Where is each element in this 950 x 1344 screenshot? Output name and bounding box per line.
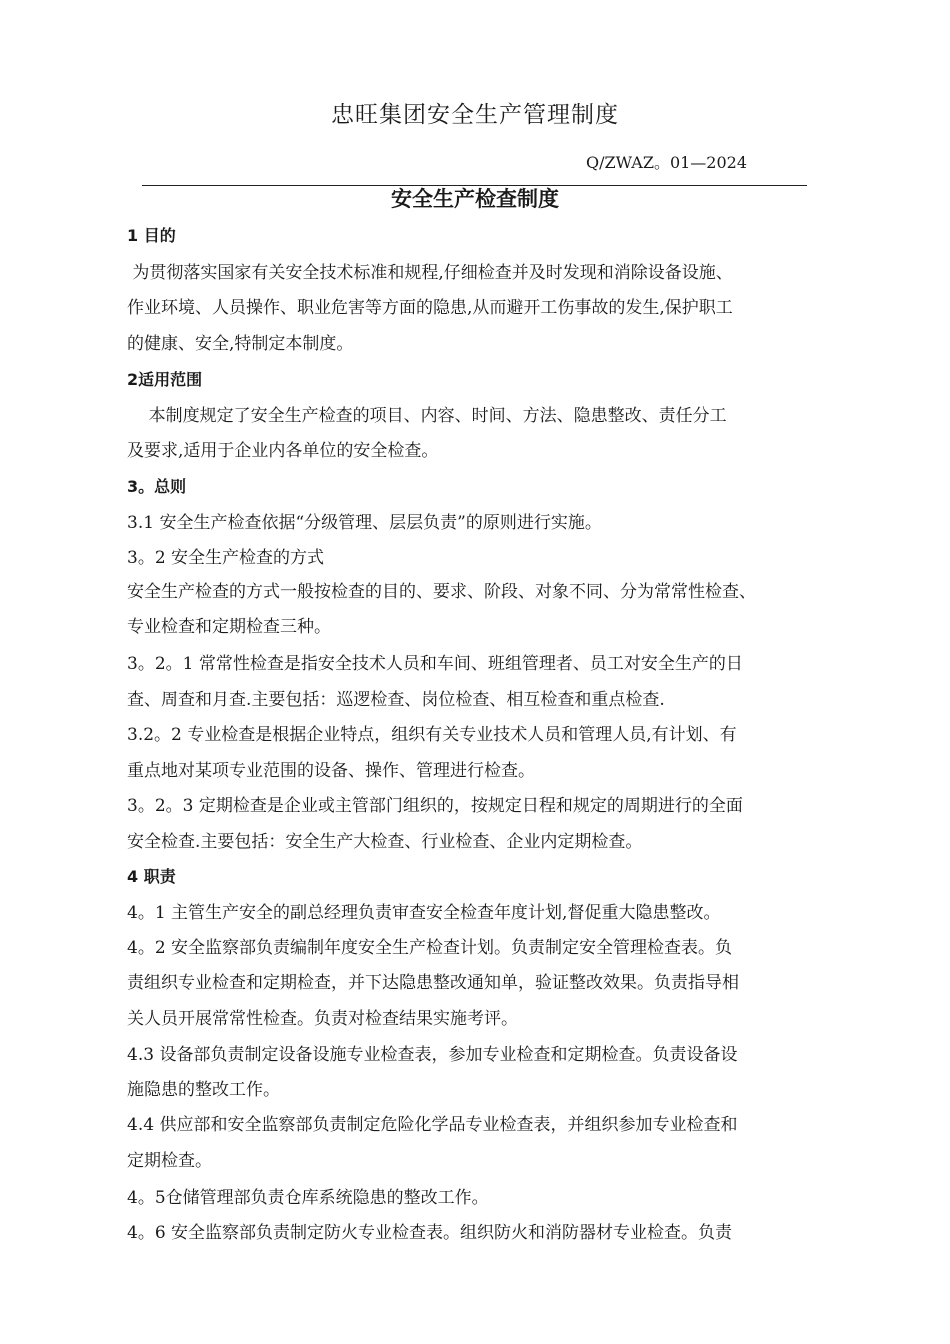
heading-general: 3。总则	[127, 477, 187, 496]
heading-duties: 4 职责	[127, 867, 176, 886]
body-line: 安全检查.主要包括：安全生产大检查、行业检查、企业内定期检查。	[127, 832, 643, 852]
body-line: 4。2 安全监察部负责编制年度安全生产检查计划。负责制定安全管理检查表。负	[127, 938, 733, 958]
body-line: 关人员开展常常性检查。负责对检查结果实施考评。	[127, 1009, 518, 1029]
body-line: 安全生产检查的方式一般按检查的目的、要求、阶段、对象不同、分为常常性检查、	[127, 582, 756, 602]
section-title: 安全生产检查制度	[391, 187, 559, 211]
body-line: 本制度规定了安全生产检查的项目、内容、时间、方法、隐患整改、责任分工	[127, 406, 727, 426]
body-line: 3。2。3 定期检查是企业或主管部门组织的，按规定日程和规定的周期进行的全面	[127, 796, 743, 816]
document-code: Q/ZWAZ。01—2024	[586, 153, 748, 172]
body-line: 查、周查和月查.主要包括：巡逻检查、岗位检查、相互检查和重点检查.	[127, 690, 665, 710]
document-title: 忠旺集团安全生产管理制度	[331, 102, 619, 128]
body-line: 3.1 安全生产检查依据“分级管理、层层负责”的原则进行实施。	[127, 513, 602, 533]
body-line: 定期检查。	[127, 1151, 212, 1171]
heading-scope: 2适用范围	[127, 370, 203, 389]
body-line: 4。5仓储管理部负责仓库系统隐患的整改工作。	[127, 1188, 489, 1208]
body-line: 为贯彻落实国家有关安全技术标准和规程,仔细检查并及时发现和消除设备设施、	[127, 263, 733, 283]
body-line: 专业检查和定期检查三种。	[127, 617, 331, 637]
body-line: 责组织专业检查和定期检查，并下达隐患整改通知单，验证整改效果。负责指导相	[127, 973, 739, 993]
body-line: 施隐患的整改工作。	[127, 1080, 280, 1100]
body-line: 4.3 设备部负责制定设备设施专业检查表，参加专业检查和定期检查。负责设备设	[127, 1045, 738, 1065]
body-line: 4.4 供应部和安全监察部负责制定危险化学品专业检查表，并组织参加专业检查和	[127, 1115, 738, 1135]
body-line: 重点地对某项专业范围的设备、操作、管理进行检查。	[127, 761, 535, 781]
body-line: 3。2。1 常常性检查是指安全技术人员和车间、班组管理者、员工对安全生产的日	[127, 654, 743, 674]
body-line: 3。2 安全生产检查的方式	[127, 548, 325, 568]
body-line: 及要求,适用于企业内各单位的安全检查。	[127, 441, 439, 461]
body-line: 4。1 主管生产安全的副总经理负责审查安全检查年度计划,督促重大隐患整改。	[127, 903, 721, 923]
body-line: 作业环境、人员操作、职业危害等方面的隐患,从而避开工伤事故的发生,保护职工	[127, 298, 733, 318]
body-line: 4。6 安全监察部负责制定防火专业检查表。组织防火和消防器材专业检查。负责	[127, 1223, 733, 1243]
body-line: 的健康、安全,特制定本制度。	[127, 334, 354, 354]
heading-purpose: 1 目的	[127, 226, 176, 245]
body-line: 3.2。2 专业检查是根据企业特点，组织有关专业技术人员和管理人员,有计划、有	[127, 725, 737, 745]
